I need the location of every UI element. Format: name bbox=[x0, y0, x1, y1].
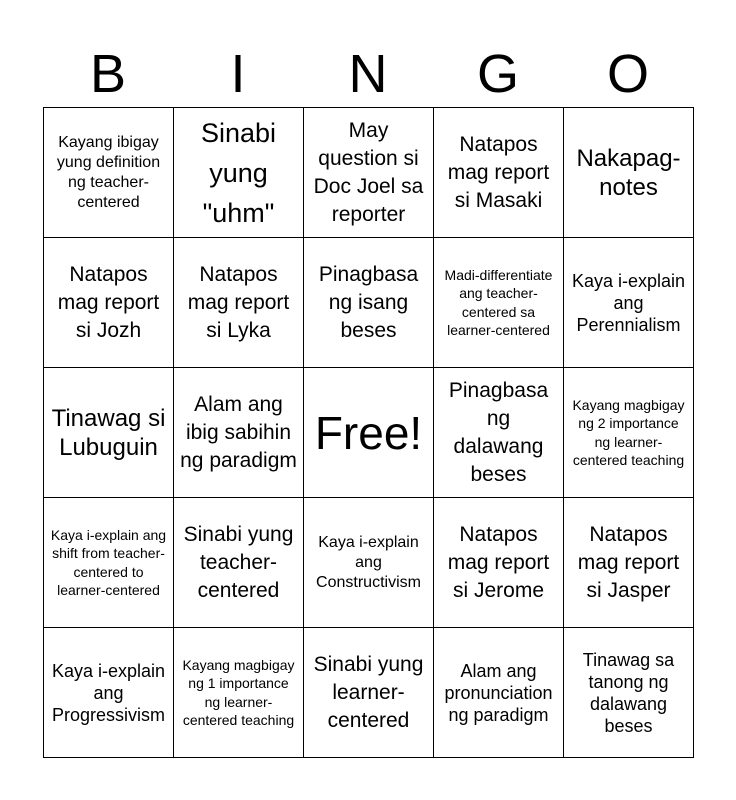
bingo-cell-text: Pinagbasa ng isang beses bbox=[318, 262, 419, 342]
bingo-cell-r3-c2[interactable] bbox=[174, 368, 304, 498]
bingo-cell-r5-c2[interactable] bbox=[174, 628, 304, 758]
bingo-cell-text: Natapos mag report si Lyka bbox=[187, 262, 290, 342]
bingo-cell-text: Kaya i-explain ang Progressivism bbox=[51, 660, 166, 725]
bingo-cell-text: Natapos mag report si Jerome bbox=[447, 522, 550, 602]
bingo-cell-free[interactable] bbox=[304, 368, 434, 498]
bingo-cell-r5-c5[interactable] bbox=[564, 628, 694, 758]
bingo-header bbox=[43, 40, 693, 108]
bingo-cell-text: Kayang ibigay yung definition ng teacher-centered bbox=[56, 133, 161, 211]
bingo-cell-r4-c2[interactable] bbox=[174, 498, 304, 628]
bingo-cell-r2-c2[interactable] bbox=[174, 238, 304, 368]
header-letter-n: N bbox=[348, 44, 388, 104]
bingo-cell-text: Natapos mag report si Jasper bbox=[577, 522, 680, 602]
bingo-cell-r1-c2[interactable] bbox=[174, 108, 304, 238]
bingo-cell-text: Alam ang pronunciation ng paradigm bbox=[444, 660, 553, 725]
bingo-cell-text: Kaya i-explain ang shift from teacher-centered to learner-centered bbox=[50, 526, 167, 598]
bingo-cell-r4-c3[interactable] bbox=[304, 498, 434, 628]
bingo-cell-r3-c1[interactable] bbox=[44, 368, 174, 498]
bingo-cell-r1-c5[interactable] bbox=[564, 108, 694, 238]
bingo-cell-r3-c5[interactable] bbox=[564, 368, 694, 498]
bingo-cell-text: Kaya i-explain ang Constructivism bbox=[316, 533, 421, 591]
header-letter-b: B bbox=[89, 44, 127, 104]
bingo-cell-text: Sinabi yung learner-centered bbox=[313, 652, 424, 732]
bingo-cell-text: May question si Doc Joel sa reporter bbox=[313, 118, 424, 226]
bingo-cell-text: Pinagbasa ng dalawang beses bbox=[448, 378, 549, 486]
bingo-cell-r1-c4[interactable] bbox=[434, 108, 564, 238]
bingo-cell-text: Natapos mag report si Masaki bbox=[447, 132, 550, 212]
bingo-cell-text: Madi-differentiate ang teacher-centered sa learner-centered bbox=[444, 266, 553, 338]
bingo-cell-text: Tinawag si Lubuguin bbox=[51, 404, 166, 461]
header-letter-o: O bbox=[606, 44, 649, 104]
bingo-cell-text: Nakapag-notes bbox=[576, 144, 681, 201]
bingo-board bbox=[43, 107, 694, 758]
bingo-cell-text: Natapos mag report si Jozh bbox=[57, 262, 160, 342]
bingo-cell-r4-c5[interactable] bbox=[564, 498, 694, 628]
bingo-cell-r1-c1[interactable] bbox=[44, 108, 174, 238]
bingo-cell-r2-c4[interactable] bbox=[434, 238, 564, 368]
bingo-cell-r5-c1[interactable] bbox=[44, 628, 174, 758]
bingo-cell-r2-c5[interactable] bbox=[564, 238, 694, 368]
bingo-cell-text: Free! bbox=[314, 406, 423, 459]
bingo-cell-text: Kayang magbigay ng 2 importance ng learner-centered teaching bbox=[572, 396, 685, 468]
bingo-cell-text: Sinabi yung teacher-centered bbox=[183, 522, 294, 602]
bingo-cell-r2-c1[interactable] bbox=[44, 238, 174, 368]
bingo-cell-r1-c3[interactable] bbox=[304, 108, 434, 238]
bingo-cell-r2-c3[interactable] bbox=[304, 238, 434, 368]
bingo-cell-r4-c4[interactable] bbox=[434, 498, 564, 628]
bingo-cell-text: Kayang magbigay ng 1 importance ng learner-centered teaching bbox=[182, 656, 295, 728]
header-letter-g: G bbox=[476, 44, 519, 104]
header-letter-i: I bbox=[230, 44, 246, 104]
bingo-cell-r5-c4[interactable] bbox=[434, 628, 564, 758]
bingo-cell-text: Sinabi yung "uhm" bbox=[200, 117, 277, 228]
bingo-cell-text: Tinawag sa tanong ng dalawang beses bbox=[582, 649, 675, 736]
bingo-cell-r5-c3[interactable] bbox=[304, 628, 434, 758]
bingo-cell-r3-c4[interactable] bbox=[434, 368, 564, 498]
bingo-cell-text: Kaya i-explain ang Perennialism bbox=[571, 270, 686, 335]
bingo-cell-r4-c1[interactable] bbox=[44, 498, 174, 628]
bingo-cell-text: Alam ang ibig sabihin ng paradigm bbox=[180, 392, 297, 472]
